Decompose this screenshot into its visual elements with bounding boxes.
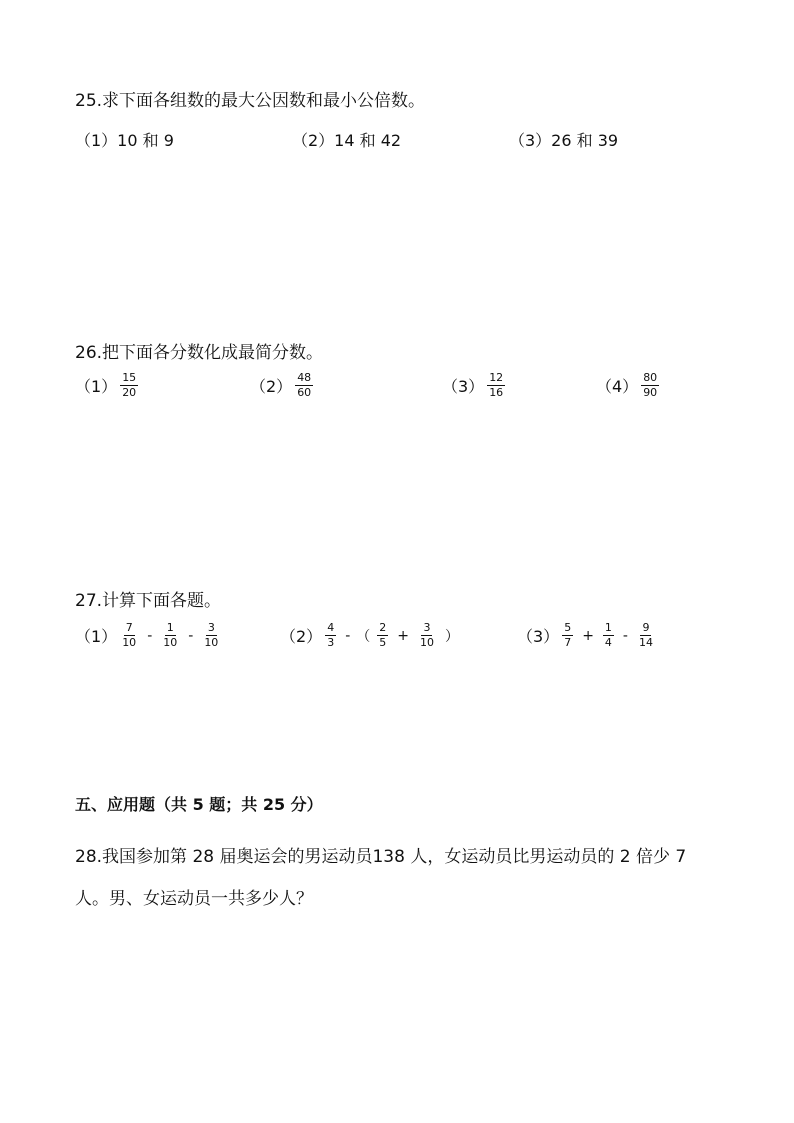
numerator: 5 xyxy=(564,621,572,634)
denominator: 10 xyxy=(122,636,137,649)
question-25-item-1: （1）10 和 9 xyxy=(75,131,174,150)
question-26-item-3 xyxy=(442,372,508,399)
numerator: 3 xyxy=(423,621,431,634)
numerator: 1 xyxy=(166,621,174,634)
denominator: 7 xyxy=(564,636,572,649)
numerator: 4 xyxy=(327,621,335,634)
item-label: （2） xyxy=(250,377,293,396)
item-label: （4） xyxy=(596,377,639,396)
question-27-item-2 xyxy=(280,622,459,649)
denominator: 60 xyxy=(297,386,312,399)
item-label: （3） xyxy=(442,377,485,396)
item-label: （2） xyxy=(280,627,323,646)
operator: + xyxy=(582,627,594,644)
fraction xyxy=(562,622,573,649)
denominator: 14 xyxy=(638,636,653,649)
operator: - xyxy=(147,627,153,644)
question-27-item-3 xyxy=(517,622,658,649)
fraction xyxy=(295,372,313,399)
question-25-item-2: （2）14 和 42 xyxy=(292,131,402,150)
numerator: 80 xyxy=(643,371,658,384)
fraction xyxy=(161,622,179,649)
fraction xyxy=(120,622,138,649)
denominator: 20 xyxy=(122,386,137,399)
denominator: 10 xyxy=(419,636,434,649)
denominator: 90 xyxy=(643,386,658,399)
question-26-item-2 xyxy=(250,372,316,399)
question-25-title: 25.求下面各组数的最大公因数和最小公倍数。 xyxy=(75,91,426,111)
numerator: 15 xyxy=(122,371,137,384)
fraction xyxy=(377,622,388,649)
numerator: 3 xyxy=(207,621,215,634)
numerator: 7 xyxy=(125,621,133,634)
denominator: 16 xyxy=(489,386,504,399)
question-26-title: 26.把下面各分数化成最简分数。 xyxy=(75,343,324,363)
operator: - xyxy=(622,627,628,644)
fraction xyxy=(325,622,336,649)
fraction xyxy=(202,622,220,649)
question-28-line-2: 人。男、女运动员一共多少人？ xyxy=(75,889,313,909)
question-26-item-4 xyxy=(596,372,662,399)
numerator: 2 xyxy=(379,621,387,634)
operator: - xyxy=(345,627,351,644)
right-paren: ） xyxy=(444,628,459,645)
denominator: 10 xyxy=(163,636,178,649)
fraction xyxy=(641,372,659,399)
question-28-line-1: 28.我国参加第 28 届奥运会的男运动员138 人，女运动员比男运动员的 2 倍少 7 xyxy=(75,847,687,867)
question-26-item-1 xyxy=(75,372,141,399)
left-paren: （ xyxy=(356,628,371,645)
question-27-title: 27.计算下面各题。 xyxy=(75,591,222,611)
section-5-heading: 五、应用题（共 5 题；共 25 分） xyxy=(75,795,323,814)
item-label: （1） xyxy=(75,627,118,646)
item-label: （3） xyxy=(517,627,560,646)
operator: + xyxy=(397,627,409,644)
fraction xyxy=(487,372,505,399)
fraction xyxy=(637,622,655,649)
numerator: 9 xyxy=(642,621,650,634)
item-label: （1） xyxy=(75,377,118,396)
numerator: 12 xyxy=(489,371,504,384)
question-27-item-1 xyxy=(75,622,223,649)
denominator: 10 xyxy=(204,636,219,649)
denominator: 5 xyxy=(379,636,387,649)
question-25-item-3: （3）26 和 39 xyxy=(509,131,619,150)
fraction xyxy=(120,372,138,399)
denominator: 3 xyxy=(327,636,335,649)
fraction xyxy=(418,622,436,649)
numerator: 1 xyxy=(604,621,612,634)
numerator: 48 xyxy=(297,371,312,384)
denominator: 4 xyxy=(604,636,612,649)
operator: - xyxy=(188,627,194,644)
fraction xyxy=(603,622,614,649)
